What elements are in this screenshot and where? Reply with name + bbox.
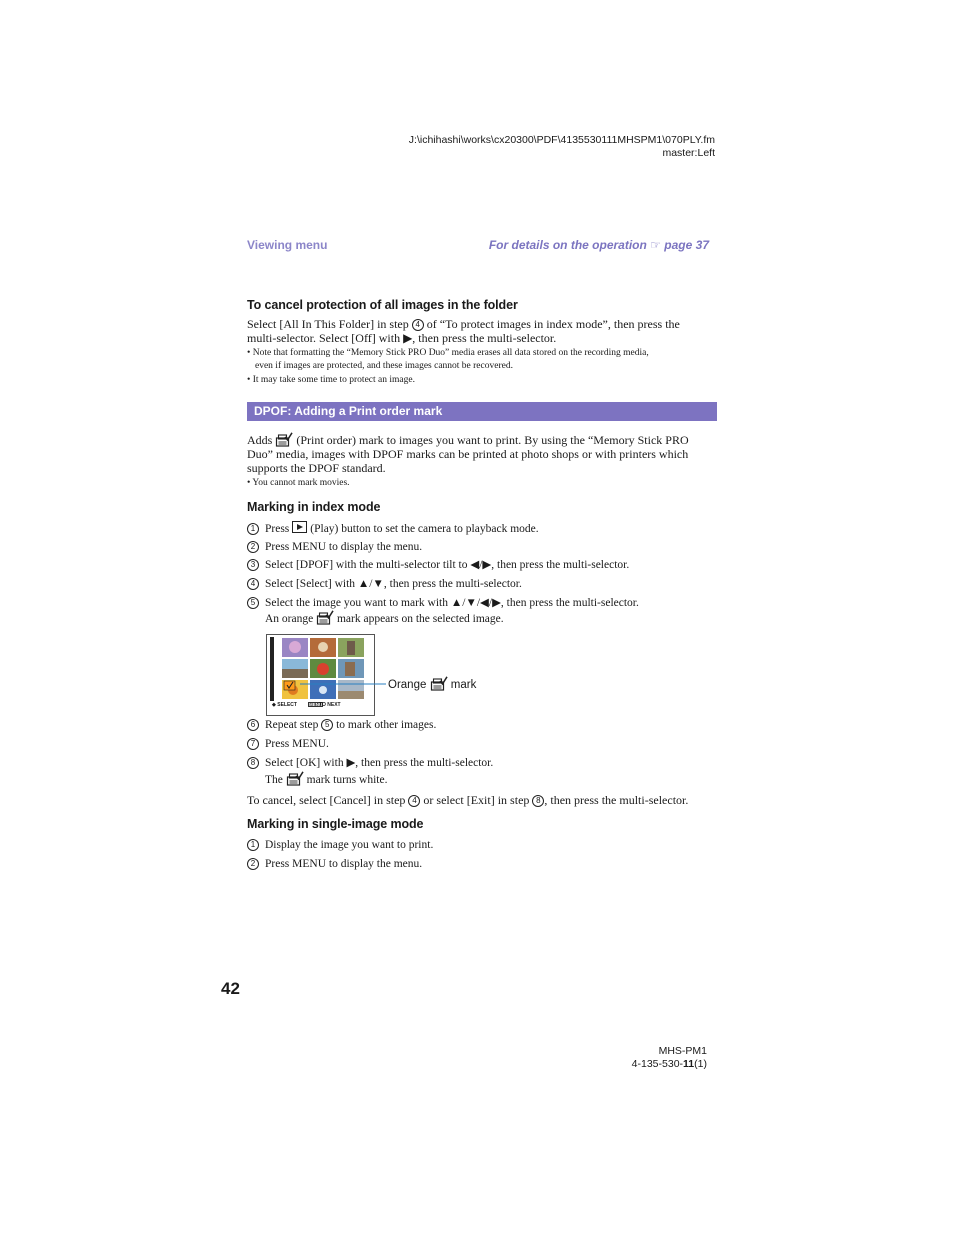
note-text: even if images are protected, and these images cannot be recovered. bbox=[255, 361, 513, 371]
menu-key-badge: MENU bbox=[309, 702, 323, 707]
step-text: Select [OK] with ▶, then press the multi-selector. bbox=[265, 757, 494, 769]
index-step-4 bbox=[247, 577, 522, 591]
note-text: Note that formatting the “Memory Stick PRO Duo” media erases all data stored on the recording media, bbox=[252, 348, 649, 358]
callout-text: mark bbox=[450, 679, 477, 691]
step-number: 4 bbox=[412, 319, 424, 331]
step-text: Press MENU to display the menu. bbox=[265, 858, 423, 870]
file-info bbox=[409, 134, 715, 160]
cancel-text: To cancel, select [Cancel] in step bbox=[247, 793, 406, 807]
intro-text: Duo” media, images with DPOF marks can be printed at photo shops or with printers which bbox=[247, 447, 689, 461]
step-ref-number: 5 bbox=[321, 719, 333, 731]
cancel-protection-heading: To cancel protection of all images in the folder bbox=[247, 298, 518, 312]
step-text: Repeat step bbox=[265, 719, 319, 731]
step-subtext: mark appears on the selected image. bbox=[336, 613, 504, 625]
para-text: Select [All In This Folder] in step bbox=[247, 317, 409, 331]
select-hint: ◆ SELECT bbox=[272, 702, 297, 708]
single-mode-heading: Marking in single-image mode bbox=[247, 817, 424, 831]
index-step-7 bbox=[247, 737, 329, 751]
callout-line bbox=[300, 680, 390, 690]
step-text: Press MENU. bbox=[265, 738, 329, 750]
step-text: Select [Select] with ▲/▼, then press the multi-selector. bbox=[265, 578, 522, 590]
intro-text: supports the DPOF standard. bbox=[247, 461, 386, 475]
step-number: 3 bbox=[247, 559, 259, 571]
step-ref-number: 4 bbox=[408, 795, 420, 807]
step-subtext: An orange bbox=[265, 613, 314, 625]
cancel-protection-paragraph bbox=[247, 317, 717, 345]
dpof-section-title: DPOF: Adding a Print order mark bbox=[254, 404, 443, 418]
cancel-text: or select [Exit] in step bbox=[423, 793, 530, 807]
master-label: master:Left bbox=[662, 147, 715, 159]
step-number: 1 bbox=[247, 523, 259, 535]
step-text: to mark other images. bbox=[336, 719, 437, 731]
play-icon bbox=[292, 521, 307, 533]
details-page: page 37 bbox=[664, 238, 709, 252]
note-movies: • You cannot mark movies. bbox=[247, 478, 350, 488]
index-screen-illustration bbox=[266, 634, 375, 716]
step-text: Select the image you want to mark with ▲/▼/◀/▶, then press the multi-selector. bbox=[265, 597, 639, 609]
pointing-hand-icon: ☞ bbox=[650, 238, 661, 252]
index-step-3 bbox=[247, 558, 629, 572]
note-formatting: • Note that formatting the “Memory Stick PRO Duo” media erases all data stored on the recording media, even if images are protected, and these images cannot be recovered. bbox=[247, 347, 720, 373]
step-text: Press MENU to display the menu. bbox=[265, 541, 423, 553]
step-number: 8 bbox=[247, 757, 259, 769]
cancel-instructions bbox=[247, 793, 717, 807]
single-step-2 bbox=[247, 857, 422, 871]
next-hint: TO NEXT bbox=[319, 702, 341, 708]
index-step-6 bbox=[247, 718, 436, 732]
step-number: 6 bbox=[247, 719, 259, 731]
print-order-icon bbox=[316, 610, 334, 625]
dpof-section-bar bbox=[247, 402, 717, 421]
details-text: For details on the operation bbox=[488, 238, 647, 252]
step-text: Press bbox=[265, 523, 290, 535]
index-mode-heading: Marking in index mode bbox=[247, 500, 381, 514]
page-number: 42 bbox=[221, 979, 240, 998]
print-order-icon bbox=[286, 771, 304, 786]
intro-text: Adds bbox=[247, 433, 273, 447]
step-number: 1 bbox=[247, 839, 259, 851]
index-step-2 bbox=[247, 540, 422, 554]
print-order-icon bbox=[430, 676, 448, 691]
para-text: multi-selector. Select [Off] with ▶, then press the multi-selector. bbox=[247, 331, 557, 345]
model-code: 4-135-530-11(1) bbox=[631, 1058, 707, 1070]
step-number: 5 bbox=[247, 597, 259, 609]
model-info bbox=[632, 1045, 707, 1071]
step-ref-number: 8 bbox=[532, 795, 544, 807]
note-text: You cannot mark movies. bbox=[252, 478, 350, 488]
section-label: Viewing menu bbox=[247, 238, 328, 252]
note-text: It may take some time to protect an image. bbox=[252, 375, 415, 385]
index-step-8 bbox=[247, 756, 493, 787]
para-text: of “To protect images in index mode”, then press the bbox=[426, 317, 680, 331]
step-number: 2 bbox=[247, 858, 259, 870]
step-number: 4 bbox=[247, 578, 259, 590]
step-number: 7 bbox=[247, 738, 259, 750]
note-time: • It may take some time to protect an image. bbox=[247, 375, 415, 385]
orange-mark-callout bbox=[388, 676, 476, 691]
index-step-1 bbox=[247, 521, 539, 536]
intro-text: (Print order) mark to images you want to print. By using the “Memory Stick PRO bbox=[296, 433, 689, 447]
file-path: J:\ichihashi\works\cx20300\PDF\4135530111MHSPM1\070PLY.fm bbox=[408, 134, 715, 146]
step-subtext: The bbox=[265, 774, 283, 786]
cancel-text: , then press the multi-selector. bbox=[544, 793, 689, 807]
step-subtext: mark turns white. bbox=[306, 774, 388, 786]
dpof-intro bbox=[247, 432, 717, 475]
callout-text: Orange bbox=[388, 679, 427, 691]
index-step-5 bbox=[247, 596, 639, 626]
step-text: (Play) button to set the camera to playback mode. bbox=[310, 523, 539, 535]
step-text: Display the image you want to print. bbox=[265, 839, 434, 851]
step-text: Select [DPOF] with the multi-selector tilt to ◀/▶, then press the multi-selector. bbox=[265, 559, 630, 571]
print-order-icon bbox=[275, 432, 293, 447]
step-number: 2 bbox=[247, 541, 259, 553]
single-step-1 bbox=[247, 838, 433, 852]
details-link[interactable] bbox=[489, 238, 709, 252]
model-name: MHS-PM1 bbox=[658, 1045, 707, 1057]
